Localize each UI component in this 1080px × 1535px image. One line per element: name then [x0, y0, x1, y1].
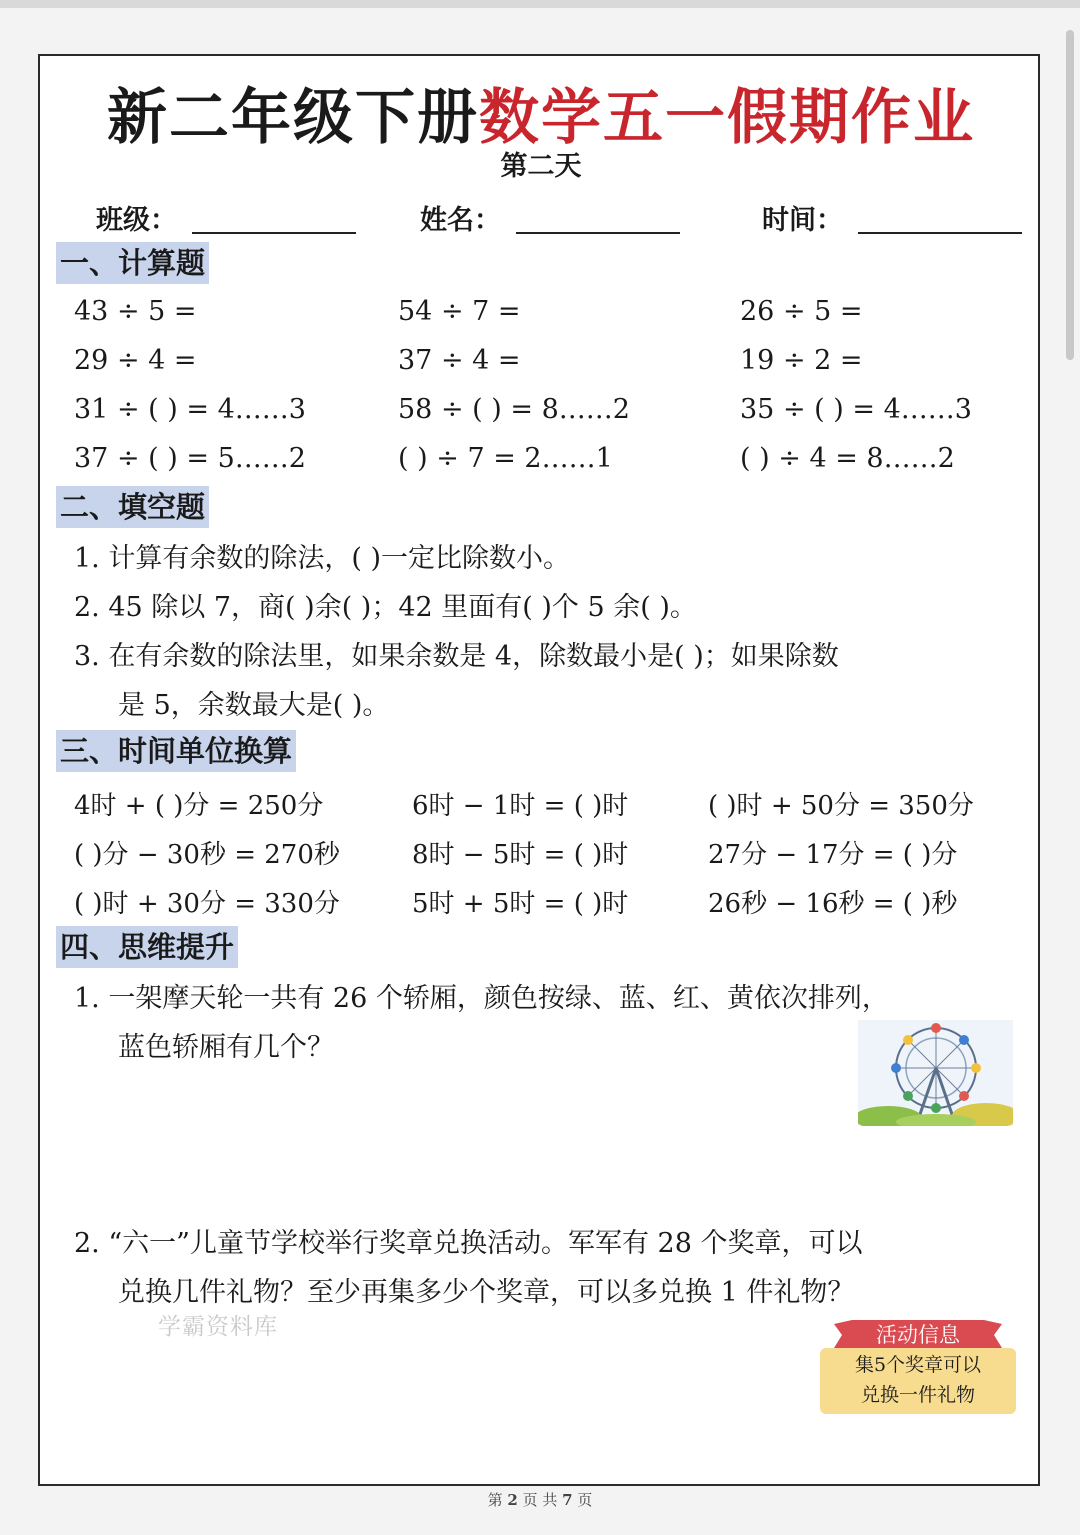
time-problem: 5时 + 5时 = ( )时 — [412, 889, 629, 919]
time-problem: 26秒 − 16秒 = ( )秒 — [708, 889, 958, 919]
time-problem: ( )时 + 30分 = 330分 — [74, 889, 340, 919]
badge-title: 活动信息 — [876, 1323, 960, 1347]
fill-question-3-cont: 是 5，余数最大是( )。 — [118, 690, 390, 721]
calc-problem: ( ) ÷ 4 = 8……2 — [740, 443, 955, 474]
calc-problem: 58 ÷ ( ) = 8……2 — [398, 394, 630, 425]
calc-problem: 35 ÷ ( ) = 4……3 — [740, 394, 972, 425]
name-label: 姓名： — [420, 205, 501, 236]
calc-problem: 29 ÷ 4 = — [74, 345, 197, 376]
footer-prefix: 第 — [487, 1491, 503, 1509]
day-subtitle: 第二天 — [500, 151, 582, 182]
time-blank[interactable] — [858, 232, 1022, 234]
thinking-question-1-cont: 蓝色轿厢有几个？ — [118, 1032, 334, 1063]
class-blank[interactable] — [192, 232, 356, 234]
class-label: 班级： — [96, 205, 177, 236]
calc-problem: ( ) ÷ 7 = 2……1 — [398, 443, 613, 474]
calc-problem: 54 ÷ 7 = — [398, 296, 521, 327]
section-time-title: 三、时间单位换算 — [56, 730, 296, 772]
fill-question-3: 3. 在有余数的除法里，如果余数是 4，除数最小是( )；如果除数 — [74, 641, 839, 672]
section-fill-title: 二、填空题 — [56, 486, 209, 528]
calc-problem: 37 ÷ ( ) = 5……2 — [74, 443, 306, 474]
title-black: 新二年级下册 — [107, 83, 479, 153]
thinking-question-1: 1. 一架摩天轮一共有 26 个轿厢，颜色按绿、蓝、红、黄依次排列， — [74, 983, 889, 1014]
time-problem: ( )分 − 30秒 = 270秒 — [74, 840, 340, 870]
thinking-question-2-cont: 兑换几件礼物？至少再集多少个奖章，可以多兑换 1 件礼物？ — [118, 1277, 855, 1308]
badge-body — [820, 1348, 1016, 1414]
activity-info-badge — [820, 1318, 1016, 1416]
calc-problem: 31 ÷ ( ) = 4……3 — [74, 394, 306, 425]
ferris-wheel-illustration — [858, 1020, 1013, 1126]
footer-suffix: 页 — [577, 1491, 593, 1509]
section-calc-title: 一、计算题 — [56, 242, 209, 284]
calc-problem: 26 ÷ 5 = — [740, 296, 863, 327]
worksheet-page — [38, 54, 1040, 1486]
footer-middle: 页 共 — [522, 1491, 558, 1509]
time-problem: 6时 − 1时 = ( )时 — [412, 791, 629, 821]
time-problem: 4时 + ( )分 = 250分 — [74, 791, 324, 821]
footer-page-number: 2 — [507, 1491, 518, 1509]
thinking-question-2: 2. “六一”儿童节学校举行奖章兑换活动。军军有 28 个奖章，可以 — [74, 1228, 863, 1259]
title-red: 数学五一假期作业 — [479, 83, 975, 153]
section-thinking-title: 四、思维提升 — [56, 926, 238, 968]
scrollbar[interactable] — [1066, 30, 1074, 360]
time-problem: ( )时 + 50分 = 350分 — [708, 791, 974, 821]
time-label: 时间： — [762, 205, 843, 236]
watermark-text: 学霸资料库 — [158, 1314, 278, 1340]
top-strip — [0, 0, 1080, 8]
badge-line-1: 集5个奖章可以 — [854, 1354, 982, 1376]
time-problem: 8时 − 5时 = ( )时 — [412, 840, 629, 870]
calc-problem: 43 ÷ 5 = — [74, 296, 197, 327]
fill-question-1: 1. 计算有余数的除法，( )一定比除数小。 — [74, 543, 570, 574]
time-problem: 27分 − 17分 = ( )分 — [708, 840, 958, 870]
fill-question-2: 2. 45 除以 7，商( )余( )；42 里面有( )个 5 余( )。 — [74, 592, 697, 623]
calc-problem: 19 ÷ 2 = — [740, 345, 863, 376]
calc-problem: 37 ÷ 4 = — [398, 345, 521, 376]
badge-line-2: 兑换一件礼物 — [860, 1384, 975, 1406]
name-blank[interactable] — [516, 232, 680, 234]
page-footer — [0, 1489, 1080, 1510]
footer-total-pages: 7 — [562, 1491, 573, 1509]
